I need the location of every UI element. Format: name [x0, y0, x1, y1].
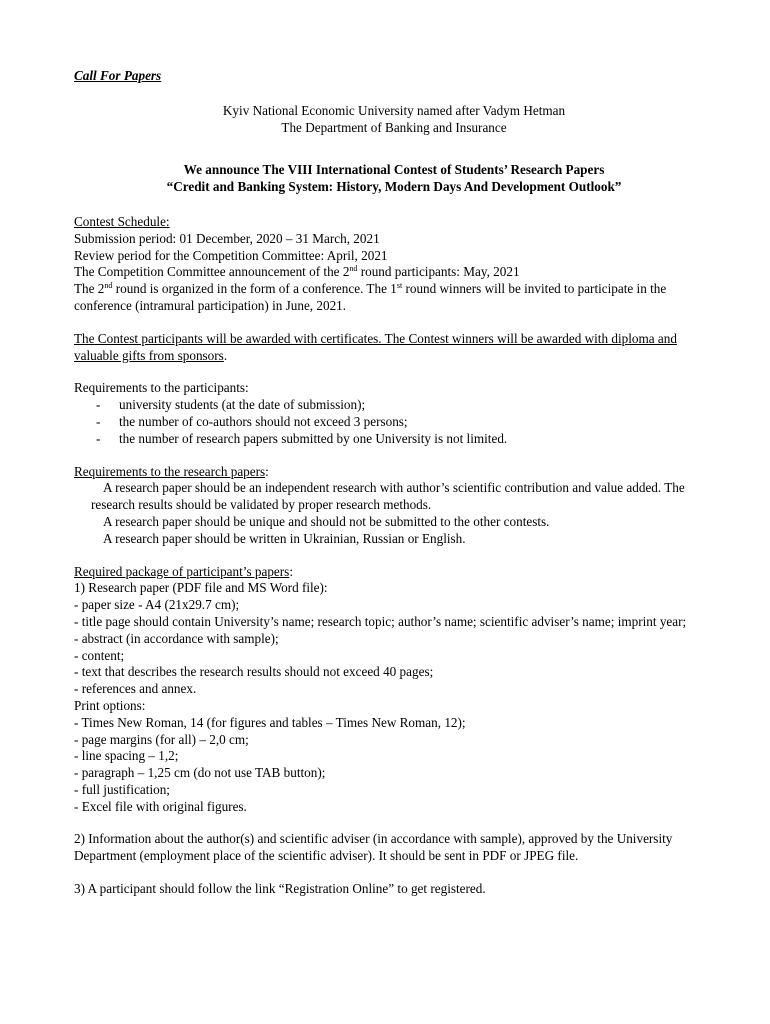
- list-item: - the number of co-authors should not exceed 3 persons;: [74, 414, 714, 431]
- announcement-title: We announce The VIII International Contest of Students’ Research Papers: [183, 162, 605, 178]
- paper-requirement: A research paper should be an independent research with author’s scientific contribution and value added. The research results should be validated by proper research methods.: [91, 480, 685, 513]
- university-name: Kyiv National Economic University named after Vadym Hetman: [222, 102, 566, 118]
- participants-title: Requirements to the participants:: [74, 380, 249, 396]
- participants-list: [74, 397, 714, 447]
- package-item-3: 3) A participant should follow the link “Registration Online” to get registered.: [74, 881, 486, 897]
- package-line: - paper size - A4 (21x29.7 cm);: [74, 597, 240, 613]
- package-line: - page margins (for all) – 2,0 cm;: [74, 731, 249, 747]
- package-line: - paragraph – 1,25 cm (do not use TAB button);: [74, 765, 326, 781]
- paper-requirement: A research paper should be unique and should not be submitted to the other contests.: [103, 513, 550, 529]
- announcement-date: The Competition Committee announcement of the 2nd round participants: May, 2021: [74, 264, 520, 280]
- papers-requirements: [74, 480, 714, 547]
- package-line: - line spacing – 1,2;: [74, 748, 179, 764]
- package-line: - full justification;: [74, 781, 170, 797]
- package-line: - title page should contain University’s name; research topic; author’s name; scientific adviser’s name; imprint year;: [74, 613, 687, 629]
- package-line: 1) Research paper (PDF file and MS Word file):: [74, 580, 328, 596]
- list-item: - the number of research papers submitted by one University is not limited.: [74, 431, 714, 448]
- package-line: Print options:: [74, 697, 146, 713]
- package-line: - text that describes the research results should not exceed 40 pages;: [74, 664, 434, 680]
- paper-requirement: A research paper should be written in Ukrainian, Russian or English.: [103, 530, 466, 546]
- review-period: Review period for the Competition Committee: April, 2021: [74, 247, 388, 263]
- submission-period: Submission period: 01 December, 2020 – 31 March, 2021: [74, 230, 380, 246]
- package-item-2: 2) Information about the author(s) and scientific adviser (in accordance with sample), approved by the University Department (employment place of the scientific adviser). It should be sent in PDF or JPEG file.: [74, 831, 673, 864]
- department-name: The Department of Banking and Insurance: [281, 119, 507, 135]
- package-title: Required package of participant’s papers:: [74, 563, 293, 579]
- papers-title: Requirements to the research papers:: [74, 463, 269, 479]
- package-line: - Excel file with original figures.: [74, 798, 247, 814]
- conference-info: The 2nd round is organized in the form of a conference. The 1st round winners will be invited to participate in the conference (intramural participation) in June, 2021.: [74, 281, 667, 313]
- awards-info: The Contest participants will be awarded with certificates. The Contest winners will be awarded with diploma and valuable gifts from sponsors.: [74, 330, 677, 363]
- package-line: - content;: [74, 647, 125, 663]
- document-body: [74, 68, 714, 898]
- package-line: - abstract (in accordance with sample);: [74, 630, 279, 646]
- list-item: - university students (at the date of submission);: [74, 397, 714, 414]
- contest-title: “Credit and Banking System: History, Modern Days And Development Outlook”: [166, 179, 622, 195]
- package-line: - Times New Roman, 14 (for figures and tables – Times New Roman, 12);: [74, 714, 466, 730]
- call-for-papers-heading: Call For Papers: [74, 68, 162, 83]
- package-line: - references and annex.: [74, 681, 197, 697]
- schedule-title: Contest Schedule:: [74, 213, 170, 229]
